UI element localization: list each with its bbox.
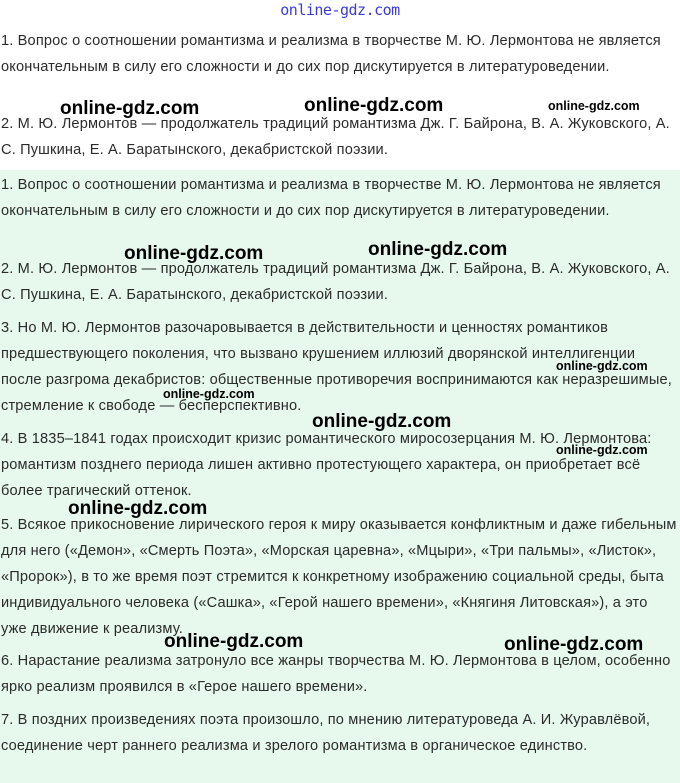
watermark: online-gdz.com: [164, 631, 304, 652]
watermark: online-gdz.com: [504, 634, 644, 655]
answer-paragraph-6: 6. Нарастание реализма затронуло все жанры творчества М. Ю. Лермонтова в целом, особенно ярко реализм проявился в «Герое нашего времени».: [1, 653, 671, 695]
answer-paragraph-5: 5. Всякое прикосновение лирического героя к миру оказывается конфликтным и даже гибельным для него («Демон», «Смерть Поэта», «Морская царевна», «Мцыри», «Три пальмы», «Листок», «Пророк»), в то же время поэт стремится к конкретному изображению социальной среды, быта индивидуального человека («Сашка», «Герой нашего времени», «Княгиня Литовская»), а это уже движение к реализму.: [1, 517, 677, 637]
answer-paragraph-1: 1. Вопрос о соотношении романтизма и реализма в творчестве М. Ю. Лермонтова не является окончательным в силу его сложности и до сих пор дискутируется в литературоведении.: [1, 177, 661, 219]
watermark: online-gdz.com: [556, 443, 648, 457]
header-watermark: online-gdz.com: [280, 1, 400, 19]
watermark: online-gdz.com: [124, 243, 264, 264]
watermark: online-gdz.com: [60, 98, 200, 119]
intro-paragraph-1: 1. Вопрос о соотношении романтизма и реализма в творчестве М. Ю. Лермонтова не является окончательным в силу его сложности и до сих пор дискутируется в литературоведении.: [1, 33, 661, 75]
watermark: online-gdz.com: [556, 359, 648, 373]
watermark: online-gdz.com: [304, 95, 444, 116]
watermark: online-gdz.com: [368, 239, 508, 260]
intro-paragraph-2: 2. М. Ю. Лермонтов — продолжатель традиций романтизма Дж. Г. Байрона, В. А. Жуковского, А. С. Пушкина, Е. А. Баратынского, декабристской поэзии.: [1, 116, 670, 158]
watermark: online-gdz.com: [312, 411, 452, 432]
watermark: online-gdz.com: [163, 387, 255, 401]
answer-paragraph-7: 7. В поздних произведениях поэта произошло, по мнению литературоведа А. И. Журавлёвой, соединение черт раннего реализма и зрелого романтизма в органическое единство.: [1, 712, 651, 754]
answer-paragraph-3: 3. Но М. Ю. Лермонтов разочаровывается в действительности и ценностях романтиков предшествующего поколения, что вызвано крушением иллюзий дворянской интеллигенции после разгрома декабристов: общественные противоречия воспринимаются как неразрешимые, стремление к свободе — бесперспективно.: [1, 320, 672, 414]
watermark: online-gdz.com: [548, 99, 640, 113]
watermark: online-gdz.com: [68, 498, 208, 519]
answer-paragraph-4: 4. В 1835–1841 годах происходит кризис романтического миросозерцания М. Ю. Лермонтова: романтизм позднего периода лишен активно протестующего характера, он приобретает всё более трагический оттенок.: [1, 431, 652, 499]
answer-paragraph-2: 2. М. Ю. Лермонтов — продолжатель традиций романтизма Дж. Г. Байрона, В. А. Жуковского, А. С. Пушкина, Е. А. Баратынского, декабристской поэзии.: [1, 261, 670, 303]
